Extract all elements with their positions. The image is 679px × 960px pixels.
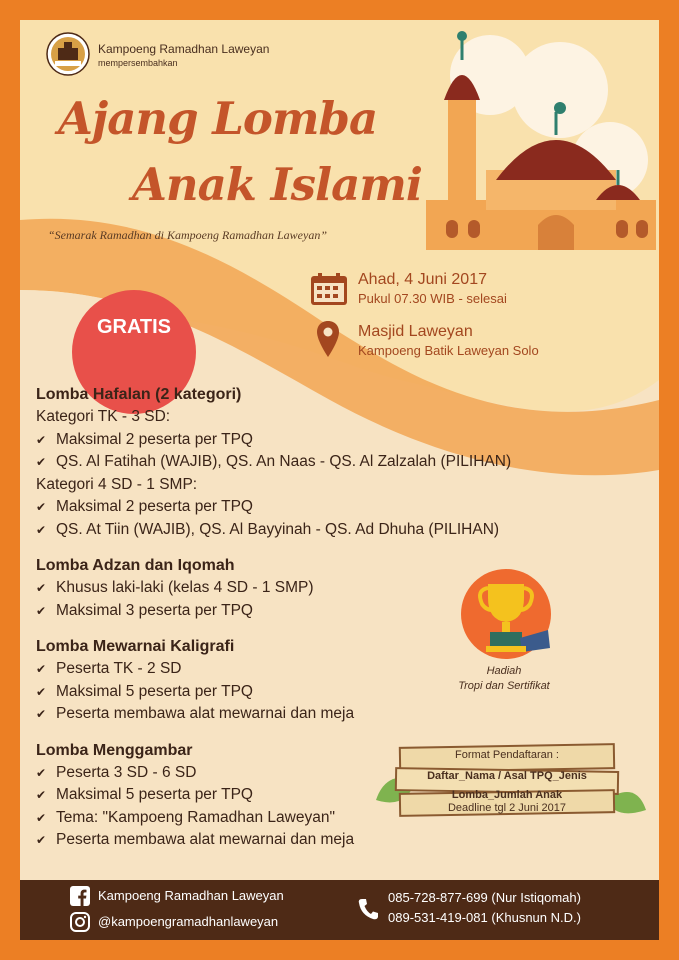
phone-2: 089-531-419-081 (Khusnun N.D.)	[388, 910, 581, 925]
facebook-name: Kampoeng Ramadhan Laweyan	[98, 888, 284, 903]
list-item: ✔ Peserta membawa alat mewarnai dan meja	[36, 829, 596, 852]
prize-info	[444, 580, 564, 694]
check-icon: ✔	[36, 500, 47, 514]
check-icon: ✔	[36, 522, 47, 537]
location-pin-icon	[316, 320, 340, 358]
list-item: ✔ Maksimal 5 peserta per TPQ	[36, 681, 596, 704]
check-icon: ✔	[36, 581, 47, 595]
venue-name: Masjid Laweyan	[358, 323, 473, 340]
list-item: ✔ Maksimal 3 peserta per TPQ	[36, 600, 596, 623]
list-item: ✔ Tema: "Kampoeng Ramadhan Laweyan"	[36, 807, 596, 830]
category-label: Kategori TK - 3 SD:	[36, 408, 171, 425]
section-title: Lomba Mewarnai Kaligrafi	[36, 638, 235, 655]
list-item: ✔ Maksimal 2 peserta per TPQ	[36, 429, 596, 452]
check-icon: ✔	[36, 810, 47, 825]
list-item: ✔ Peserta 3 SD - 6 SD	[36, 762, 596, 785]
phone-1: 085-728-877-699 (Nur Istiqomah)	[388, 890, 581, 905]
instagram-handle: @kampoengramadhanlaweyan	[98, 914, 279, 929]
check-icon: ✔	[36, 603, 47, 618]
event-date: Ahad, 4 Juni 2017	[358, 271, 487, 288]
registration-sign	[400, 749, 614, 814]
prize-label: Hadiah	[486, 665, 522, 677]
list-item: ✔ QS. At Tiin (WAJIB), QS. Al Bayyinah - QS. Ad Dhuha (PILIHAN)	[36, 519, 596, 542]
check-icon: ✔	[36, 707, 47, 721]
check-icon: ✔	[36, 833, 47, 847]
list-item: ✔ Peserta membawa alat mewarnai dan meja	[36, 703, 596, 726]
phone-icon	[358, 898, 378, 920]
check-icon: ✔	[36, 765, 47, 780]
title-line2: Anak Islami	[132, 158, 422, 211]
org-name: Kampoeng Ramadhan Laweyan	[98, 42, 270, 56]
section-title: Lomba Hafalan (2 kategori)	[36, 386, 242, 403]
footer	[20, 880, 659, 940]
registration-title: Format Pendaftaran :	[455, 749, 559, 761]
tagline: “Semarak Ramadhan di Kampoeng Ramadhan Laweyan”	[48, 228, 327, 242]
check-icon: ✔	[36, 432, 47, 447]
event-time: Pukul 07.30 WIB - selesai	[358, 291, 507, 306]
prize-detail: Tropi dan Sertifikat	[458, 680, 550, 692]
venue-detail: Kampoeng Batik Laweyan Solo	[358, 343, 539, 358]
section-title: Lomba Adzan dan Iqomah	[36, 557, 235, 574]
event-venue	[358, 322, 539, 359]
check-icon: ✔	[36, 684, 47, 699]
poster	[20, 20, 659, 940]
org-logo-icon	[46, 32, 90, 76]
instagram-icon	[70, 912, 90, 932]
gratis-badge: GRATIS	[72, 290, 196, 414]
event-datetime	[358, 270, 507, 307]
registration-format-line2: Lomba_Jumlah Anak	[451, 789, 563, 801]
section-title: Lomba Menggambar	[36, 741, 193, 759]
list-item: ✔ QS. Al Fatihah (WAJIB), QS. An Naas - QS. Al Zalzalah (PILIHAN)	[36, 451, 596, 474]
registration-format-line1: Daftar_Nama / Asal TPQ_Jenis	[427, 770, 587, 782]
category-label: Kategori 4 SD - 1 SMP:	[36, 475, 198, 493]
list-item: ✔ Maksimal 5 peserta per TPQ	[36, 784, 596, 807]
check-icon: ✔	[36, 788, 47, 802]
list-item: ✔ Maksimal 2 peserta per TPQ	[36, 496, 596, 519]
presents-text: mempersembahkan	[98, 58, 178, 68]
check-icon: ✔	[36, 455, 47, 469]
org-header	[98, 42, 269, 70]
facebook-icon	[70, 886, 90, 906]
check-icon: ✔	[36, 662, 47, 676]
calendar-icon	[310, 272, 348, 306]
mosque-icon	[416, 20, 659, 260]
registration-deadline: Deadline tgl 2 Juni 2017	[447, 802, 567, 814]
list-item: ✔ Khusus laki-laki (kelas 4 SD - 1 SMP)	[36, 577, 596, 600]
title-line1: Ajang Lomba	[58, 92, 378, 145]
list-item: ✔ Peserta TK - 2 SD	[36, 658, 596, 681]
section-hafalan	[36, 384, 596, 541]
